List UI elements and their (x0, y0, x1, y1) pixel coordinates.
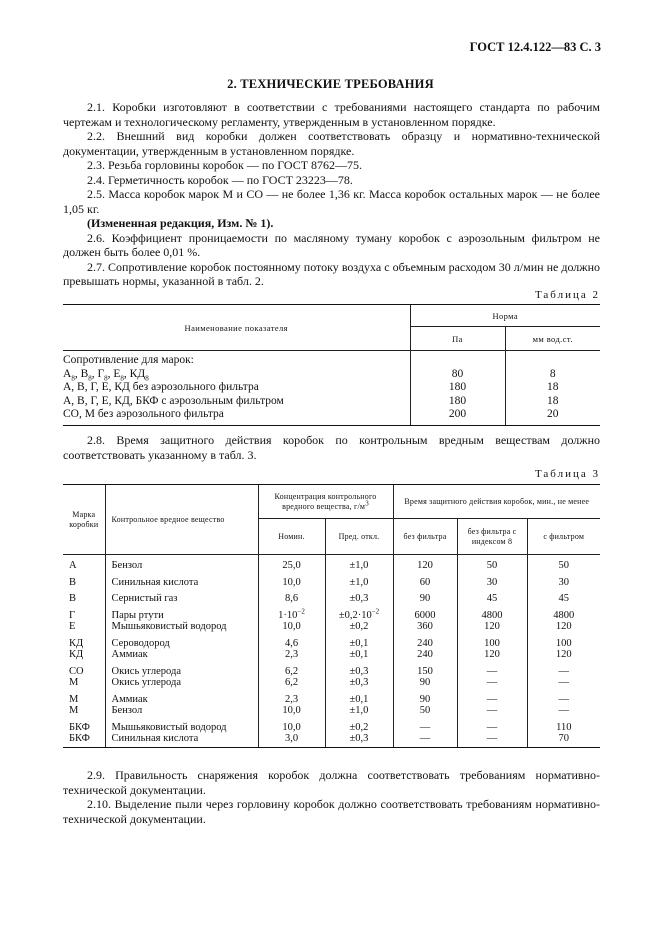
t3-cell-nominal: 10,0 (258, 705, 325, 717)
table-row (63, 408, 600, 425)
t3-cell-no-filter-8: 120 (457, 621, 527, 633)
t3-cell-nominal: 8,6 (258, 588, 325, 605)
t3-col-deviation: Пред. откл. (325, 519, 393, 555)
t3-cell-no-filter: 90 (393, 689, 457, 706)
table-row (63, 661, 600, 678)
t3-cell-deviation: ±0,3 (325, 588, 393, 605)
t2-group-label: Сопротивление для марок: (63, 354, 194, 366)
t3-cell-substance: Мышьяковистый водород (105, 621, 258, 633)
t2-row-pa: 200 (410, 408, 505, 425)
t3-col-no-filter: без фильтра (393, 519, 457, 555)
paragraph-2-10: 2.10. Выделение пыли через горловину коробок должно соответствовать требованиям нормативно-технической документации. (63, 797, 600, 826)
t3-cell-nominal: $1\cdot 10^{-2}$ (258, 605, 325, 622)
paragraph-2-6: 2.6. Коэффициент проницаемости по масляному туману коробок с аэрозольным фильтром не должен быть более 0,01 %. (63, 230, 600, 259)
table-row (63, 395, 600, 409)
table-row (63, 588, 600, 605)
table-row (63, 633, 600, 650)
t3-cell-no-filter-8: 45 (457, 588, 527, 605)
t3-col-no-filter-8: без фильтра с индексом 8 (457, 519, 527, 555)
paragraph-2-7: 2.7. Сопротивление коробок постоянному потоку воздуха с объемным расходом 30 л/мин не должно превышать нормы, указанной в табл. 2. (63, 259, 600, 288)
t3-cell-substance: Окись углерода (105, 677, 258, 689)
table-row (63, 733, 600, 747)
t3-cell-nominal: 4,6 (258, 633, 325, 650)
t3-cell-no-filter-8: — (457, 661, 527, 678)
t3-cell-substance: Синильная кислота (105, 733, 258, 747)
t3-cell-no-filter: 90 (393, 588, 457, 605)
t3-cell-no-filter-8: 4800 (457, 605, 527, 622)
t3-cell-no-filter: — (393, 733, 457, 747)
t2-row-mm: 18 (505, 381, 600, 395)
paragraph-2-4: 2.4. Герметичность коробок — по ГОСТ 23223—78. (87, 172, 353, 187)
t2-col-norm: Норма (410, 305, 600, 327)
t3-cell-mark: В (69, 593, 77, 604)
t3-cell-deviation: ±0,1 (325, 649, 393, 661)
page-header: ГОСТ 12.4.122—83 С. 3 (469, 40, 601, 54)
amendment-note: (Измененная редакция, Изм. № 1). (87, 216, 274, 230)
t3-cell-mark: Г (69, 609, 76, 621)
t2-row-pa: 80 (410, 368, 505, 382)
t3-cell-with-filter: 4800 (527, 605, 600, 622)
t2-row-name: СО, М без аэрозольного фильтра (63, 408, 410, 425)
t3-cell-with-filter: 110 (527, 717, 600, 734)
t3-cell-mark: М (69, 693, 79, 705)
table-row (63, 555, 600, 572)
t3-cell-with-filter: — (527, 661, 600, 678)
t3-cell-nominal: 6,2 (258, 661, 325, 678)
table-row (63, 621, 600, 633)
t3-cell-deviation: ±1,0 (325, 555, 393, 572)
paragraph-2-5: 2.5. Масса коробок марок М и СО — не более 1,36 кг. Масса коробок остальных марок — не более 1,05 кг. (63, 187, 600, 216)
t3-cell-mark: М (69, 705, 79, 716)
t3-cell-substance: Аммиак (105, 689, 258, 706)
t2-col-name: Наименование показателя (63, 305, 410, 351)
paragraph-2-2: 2.2. Внешний вид коробки должен соответствовать образцу и нормативно-технической документации, утвержденным в установленном порядке. (63, 129, 600, 158)
t3-cell-substance: Синильная кислота (105, 572, 258, 589)
t3-cell-with-filter: 30 (527, 572, 600, 589)
t3-cell-substance: Пары ртути (105, 605, 258, 622)
t3-cell-no-filter: 240 (393, 649, 457, 661)
t3-cell-with-filter: 45 (527, 588, 600, 605)
t3-cell-deviation: ±0,3 (325, 733, 393, 747)
t2-row-pa: 180 (410, 381, 505, 395)
t3-cell-substance: Сернистый газ (105, 588, 258, 605)
paragraph-2-9: 2.9. Правильность снаряжения коробок должна соответствовать требованиям нормативно-технической документации. (63, 768, 600, 797)
table-row (63, 689, 600, 706)
table-row (63, 717, 600, 734)
t3-cell-no-filter: 150 (393, 661, 457, 678)
t3-cell-with-filter: — (527, 677, 600, 689)
t3-cell-mark: БКФ (63, 733, 105, 747)
t3-cell-mark: В (69, 576, 77, 588)
t3-cell-nominal: 10,0 (258, 717, 325, 734)
t3-cell-substance: Окись углерода (105, 661, 258, 678)
t3-cell-no-filter-8: 30 (457, 572, 527, 589)
t2-row-mm: 20 (505, 408, 600, 425)
t3-col-mark: Марка коробки (63, 485, 105, 555)
t3-cell-deviation: ±0,1 (325, 633, 393, 650)
t3-cell-nominal: 2,3 (258, 689, 325, 706)
t3-cell-deviation: ±0,2 (325, 621, 393, 633)
t3-cell-with-filter: 70 (527, 733, 600, 747)
table-row (63, 572, 600, 589)
t3-cell-deviation: ±1,0 (325, 705, 393, 717)
table-3 (63, 484, 600, 748)
t3-cell-no-filter: 6000 (393, 605, 457, 622)
table-2-caption: Таблица 2 (534, 289, 600, 301)
table-3-caption: Таблица 3 (534, 468, 600, 480)
t3-col-nominal: Номин. (258, 519, 325, 555)
t3-body (63, 555, 600, 748)
t3-cell-mark: А (69, 560, 77, 571)
table-row (63, 649, 600, 661)
t3-cell-no-filter: 360 (393, 621, 457, 633)
t3-cell-nominal: 10,0 (258, 572, 325, 589)
table-2 (63, 304, 600, 426)
t3-cell-no-filter-8: — (457, 677, 527, 689)
t3-col-with-filter: с фильтром (527, 519, 600, 555)
t3-cell-deviation: $\pm 0,2\cdot 10^{-2}$ (325, 605, 393, 622)
t3-cell-mark: КД (69, 637, 84, 649)
t2-row-name: $А_8$, $В_8$, $Г_8$, $Е_8$, $КД_8$ (63, 367, 149, 382)
t3-cell-no-filter: 50 (393, 705, 457, 717)
paragraph-2-1: 2.1. Коробки изготовляют в соответствии с требованиями настоящего стандарта по рабочим чертежам и технологическому регламенту, утвержденным в установленном порядке. (63, 100, 600, 129)
t3-cell-no-filter-8: — (457, 705, 527, 717)
t3-cell-no-filter: — (393, 717, 457, 734)
t3-cell-no-filter-8: — (457, 689, 527, 706)
t3-cell-deviation: ±0,3 (325, 677, 393, 689)
t3-cell-substance: Бензол (105, 555, 258, 572)
t3-cell-deviation: ±0,3 (325, 661, 393, 678)
t3-cell-nominal: 2,3 (258, 649, 325, 661)
t3-cell-deviation: ±1,0 (325, 572, 393, 589)
table-row (63, 705, 600, 717)
t2-row-name: А, В, Г, Е, КД, БКФ с аэрозольным фильтром (63, 394, 284, 407)
t3-cell-mark: Е (69, 621, 76, 632)
t2-row-mm: 8 (505, 368, 600, 382)
t3-cell-with-filter: — (527, 705, 600, 717)
t3-cell-substance: Мышьяковистый водород (105, 717, 258, 734)
t3-cell-no-filter: 240 (393, 633, 457, 650)
t3-cell-no-filter-8: 100 (457, 633, 527, 650)
t3-cell-no-filter: 90 (393, 677, 457, 689)
t3-cell-nominal: 25,0 (258, 555, 325, 572)
t3-cell-substance: Аммиак (105, 649, 258, 661)
t3-cell-with-filter: 120 (527, 649, 600, 661)
t3-col-substance: Контрольное вредное вещество (105, 485, 258, 555)
t2-row-name: А, В, Г, Е, КД без аэрозольного фильтра (63, 381, 259, 393)
t2-row-mm: 18 (505, 395, 600, 409)
t3-cell-mark: БКФ (69, 721, 90, 733)
table-row (63, 605, 600, 622)
paragraph-2-8: 2.8. Время защитного действия коробок по контрольным вредным веществам должно соответствовать указанному в табл. 3. (63, 433, 600, 462)
t3-cell-no-filter: 120 (393, 555, 457, 572)
t3-cell-no-filter-8: — (457, 717, 527, 734)
t3-cell-no-filter-8: 50 (457, 555, 527, 572)
section-title: 2. ТЕХНИЧЕСКИЕ ТРЕБОВАНИЯ (227, 77, 434, 91)
t3-cell-no-filter: 60 (393, 572, 457, 589)
t3-col-concentration: Концентрация контрольного вредного вещества, $г/м^3$ (258, 485, 393, 519)
t3-cell-mark: КД (69, 649, 84, 660)
t3-col-protection-time: Время защитного действия коробок, мин., не менее (393, 485, 600, 519)
t3-cell-with-filter: — (527, 689, 600, 706)
t3-cell-no-filter-8: 120 (457, 649, 527, 661)
t3-cell-substance: Сероводород (105, 633, 258, 650)
t3-cell-with-filter: 50 (527, 555, 600, 572)
table-row (63, 677, 600, 689)
t3-cell-nominal: 6,2 (258, 677, 325, 689)
table-row (63, 368, 600, 382)
paragraph-2-3: 2.3. Резьба горловины коробок — по ГОСТ 8762—75. (87, 158, 363, 172)
t3-cell-nominal: 3,0 (258, 733, 325, 747)
t3-cell-no-filter-8: — (457, 733, 527, 747)
t3-cell-nominal: 10,0 (258, 621, 325, 633)
t3-cell-mark: М (69, 677, 79, 688)
t3-cell-mark: СО (69, 665, 84, 677)
t3-cell-with-filter: 120 (527, 621, 600, 633)
t3-cell-with-filter: 100 (527, 633, 600, 650)
t2-row-pa: 180 (410, 395, 505, 409)
t3-cell-substance: Бензол (105, 705, 258, 717)
table-row (63, 381, 600, 395)
t3-cell-deviation: ±0,2 (325, 717, 393, 734)
t3-cell-deviation: ±0,1 (325, 689, 393, 706)
t2-col-mm: мм вод.ст. (505, 327, 600, 351)
t2-col-pa: Па (410, 327, 505, 351)
